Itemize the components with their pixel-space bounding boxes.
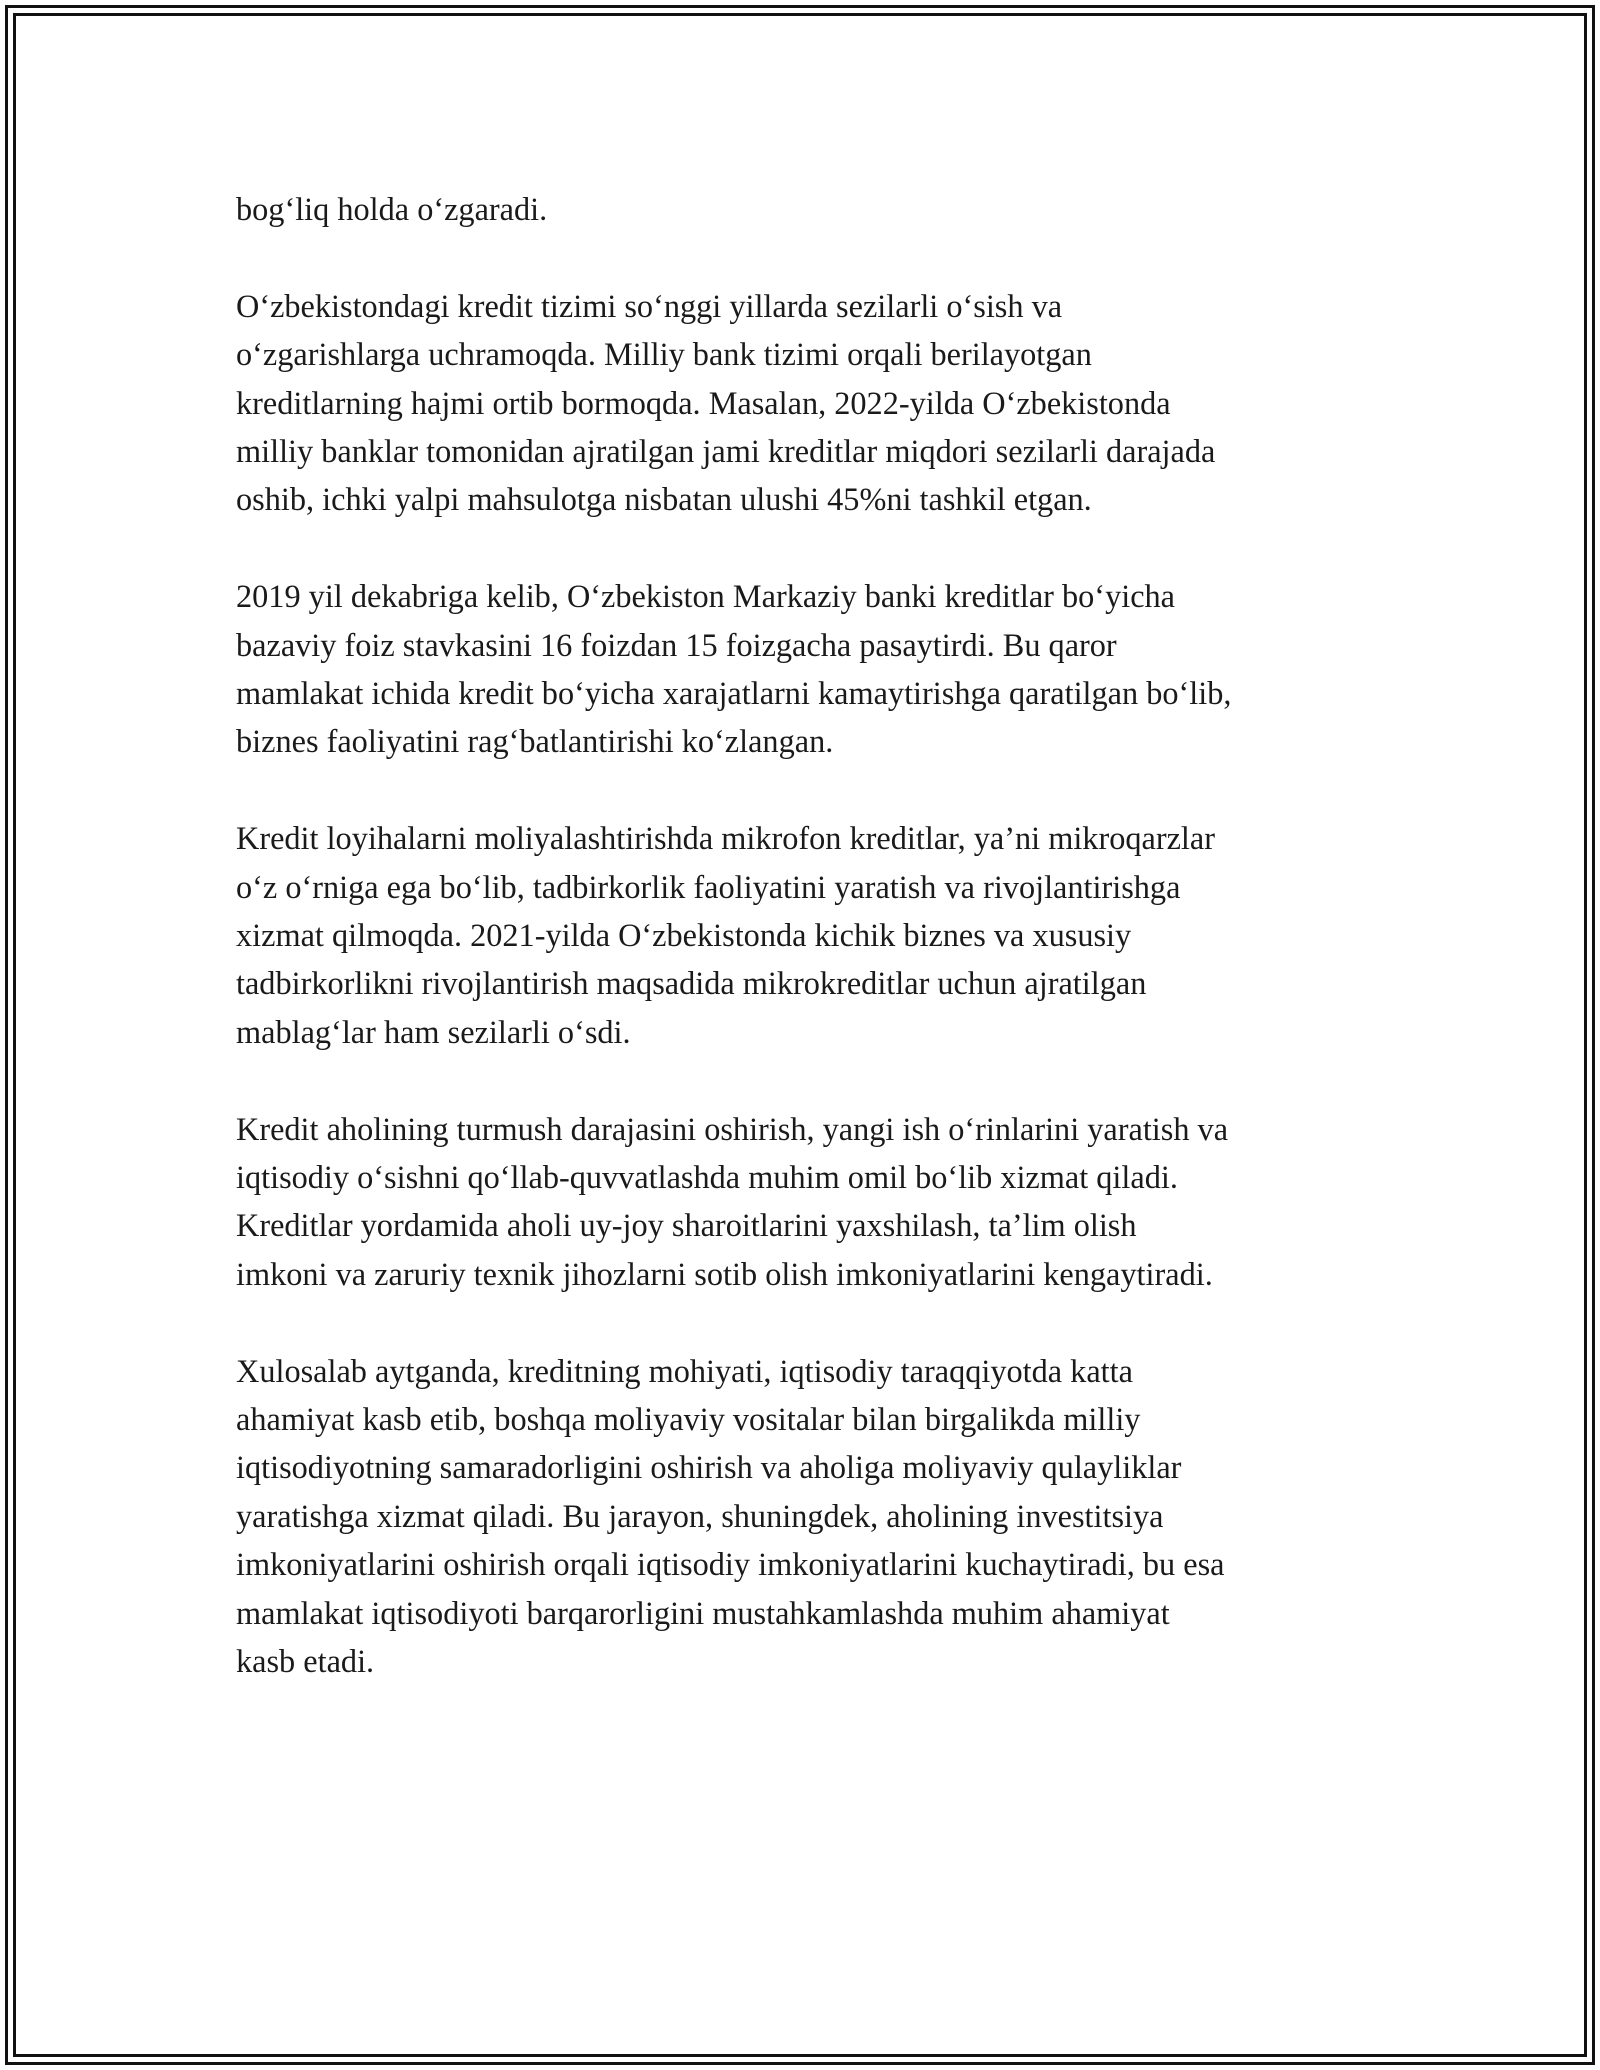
- paragraph-living-standards: Kredit aholining turmush darajasini oshirish, yangi ish o‘rinlarini yaratish va iqtisodiy o‘sishni qo‘llab-quvvatlashda muhim omil bo‘lib xizmat qiladi. Kreditlar yordamida aholi uy-joy sharoitlarini yaxshilash, ta’lim olish imkoni va zaruriy texnik jihozlarni sotib olish imkoniyatlarini kengaytiradi.: [236, 1110, 1229, 1292]
- paragraph-central-bank-rate: 2019 yil dekabriga kelib, O‘zbekiston Markaziy banki kreditlar bo‘yicha bazaviy foiz stavkasini 16 foizdan 15 foizgacha pasaytirdi. Bu qaror mamlakat ichida kredit bo‘yicha xarajatlarni kamaytirishga qaratilgan bo‘lib, biznes faoliyatini rag‘batlantirishi ko‘zlangan.: [236, 578, 1232, 760]
- paragraph-conclusion: Xulosalab aytganda, kreditning mohiyati, iqtisodiy taraqqiyotda katta ahamiyat kasb etib, boshqa moliyaviy vositalar bilan birgalikda milliy iqtisodiyotning samaradorligini oshirish va aholiga moliyaviy qulayliklar yaratishga xizmat qiladi. Bu jarayon, shuningdek, aholining investitsiya imkoniyatlarini oshirish orqali iqtisodiy imkoniyatlarini kuchaytiradi, bu esa mamlakat iqtisodiyoti barqarorligini mustahkamlashda muhim ahamiyat kasb etadi.: [236, 1352, 1225, 1680]
- paragraph-microcredits: Kredit loyihalarni moliyalashtirishda mikrofon kreditlar, ya’ni mikroqarzlar o‘z o‘rniga ega bo‘lib, tadbirkorlik faoliyatini yaratish va rivojlantirishga xizmat qilmoqda. 2021-yilda O‘zbekistonda kichik biznes va xususiy tadbirkorlikni rivojlantirish maqsadida mikrokreditlar uchun ajratilgan mablag‘lar ham sezilarli o‘sdi.: [236, 820, 1215, 1050]
- paragraph-continuation: bog‘liq holda o‘zgaradi.: [236, 191, 548, 227]
- paragraph-credit-system-growth: O‘zbekistondagi kredit tizimi so‘nggi yillarda sezilarli o‘sish va o‘zgarishlarga uchramoqda. Milliy bank tizimi orqali berilayotgan kreditlarning hajmi ortib bormoqda. Masalan, 2022-yilda O‘zbekistonda milliy banklar tomonidan ajratilgan jami kreditlar miqdori sezilarli darajada oshib, ichki yalpi mahsulotga nisbatan ulushi 45%ni tashkil etgan.: [236, 287, 1216, 518]
- document-body: [236, 185, 1386, 1686]
